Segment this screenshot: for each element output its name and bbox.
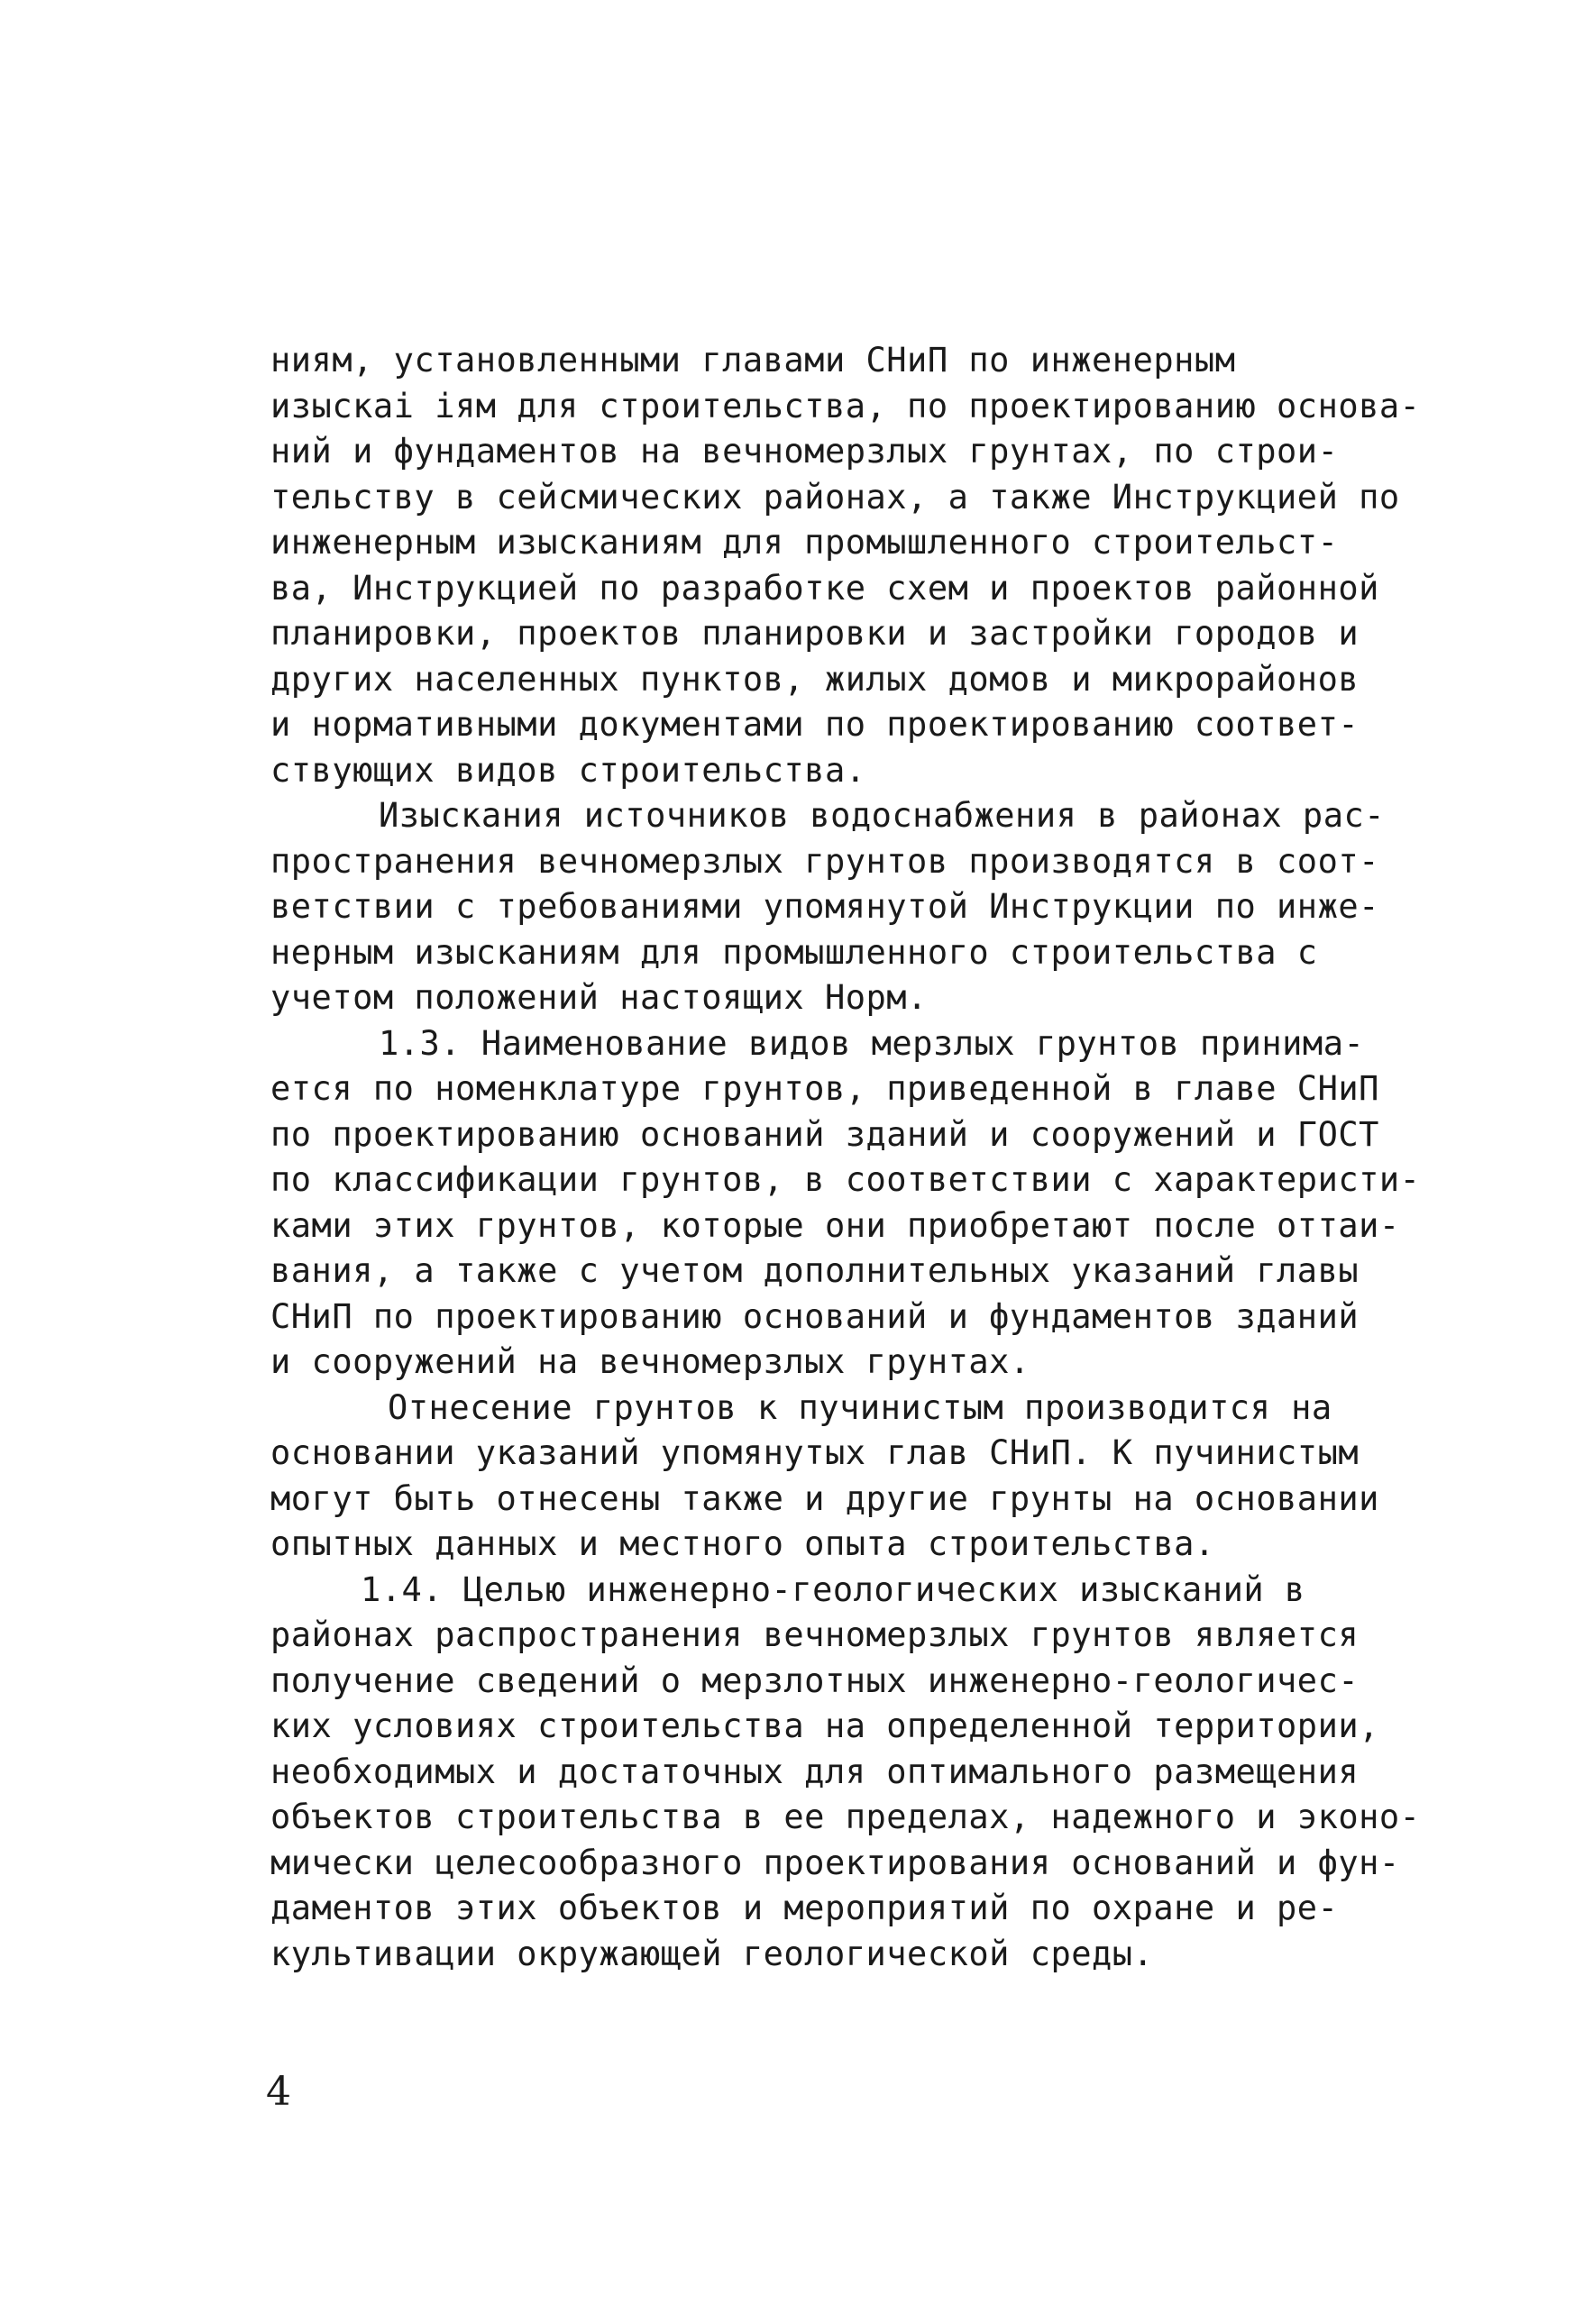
text-line: СНиП по проектированию оснований и фундаментов зданий bbox=[270, 1296, 1360, 1336]
text-line: нерным изысканиям для промышленного строительства с bbox=[270, 932, 1318, 972]
text-line: учетом положений настоящих Норм. bbox=[270, 978, 928, 1017]
text-line: могут быть отнесены также и другие грунты на основании bbox=[270, 1478, 1379, 1518]
text-line: инженерным изысканиям для промышленного строительст- bbox=[270, 523, 1339, 562]
paragraph-start-line: Отнесение грунтов к пучинистым производится на bbox=[388, 1387, 1332, 1427]
text-line: объектов строительства в ее пределах, надежного и эконо- bbox=[270, 1798, 1421, 1836]
text-line: необходимых и достаточных для оптимального размещения bbox=[270, 1752, 1360, 1791]
text-line: ва, Инструкцией по разработке схем и проектов районной bbox=[270, 568, 1379, 608]
text-line: ниям, установленными главами СНиП по инженерным bbox=[270, 341, 1236, 380]
body-text bbox=[270, 338, 1421, 1977]
text-line: опытных данных и местного опыта строительства. bbox=[270, 1524, 1215, 1563]
text-line: ствующих видов строительства. bbox=[270, 750, 866, 790]
text-line: ветствии с требованиями упомянутой Инструкции по инже- bbox=[270, 887, 1379, 926]
text-line: и нормативными документами по проектированию соответ- bbox=[270, 705, 1360, 744]
text-line: других населенных пунктов, жилых домов и микрорайонов bbox=[270, 659, 1360, 699]
text-line: культивации окружающей геологической среды. bbox=[270, 1934, 1154, 1973]
text-line: получение сведений о мерзлотных инженерно-геологичес- bbox=[270, 1661, 1360, 1700]
text-line: изыскаі іям для строительства, по проектированию основа- bbox=[270, 386, 1421, 425]
text-line: ется по номенклатуре грунтов, приведенной в главе СНиП bbox=[270, 1069, 1379, 1108]
text-line: по классификации грунтов, в соответствии с характеристи- bbox=[270, 1160, 1421, 1199]
text-line: ками этих грунтов, которые они приобретают после оттаи- bbox=[270, 1205, 1400, 1245]
text-line: даментов этих объектов и мероприятий по охране и ре- bbox=[270, 1889, 1339, 1927]
text-line: по проектированию оснований зданий и сооружений и ГОСТ bbox=[270, 1114, 1379, 1154]
text-line: районах распространения вечномерзлых грунтов является bbox=[270, 1615, 1360, 1654]
text-line: мически целесообразного проектирования оснований и фун- bbox=[270, 1843, 1400, 1882]
text-line: и сооружений на вечномерзлых грунтах. bbox=[270, 1342, 1030, 1381]
text-line: тельству в сейсмических районах, а также Инструкцией по bbox=[270, 477, 1400, 517]
text-line: вания, а также с учетом дополнительных указаний главы bbox=[270, 1251, 1360, 1290]
text-line: основании указаний упомянутых глав СНиП. К пучинистым bbox=[270, 1433, 1360, 1472]
section-1-3-heading-line: 1.3. Наименование видов мерзлых грунтов принима- bbox=[379, 1023, 1365, 1063]
text-line: пространения вечномерзлых грунтов производятся в соот- bbox=[270, 841, 1379, 881]
section-1-4-heading-line: 1.4. Целью инженерно-геологических изысканий в bbox=[361, 1569, 1305, 1609]
text-line: ких условиях строительства на определенной территории, bbox=[270, 1706, 1379, 1745]
page-number: 4 bbox=[266, 2069, 291, 2115]
text-line: ний и фундаментов на вечномерзлых грунтах, по строи- bbox=[270, 432, 1339, 471]
text-line: планировки, проектов планировки и застройки городов и bbox=[270, 614, 1360, 653]
paragraph-start-line: Изыскания источников водоснабжения в районах рас- bbox=[379, 796, 1386, 835]
